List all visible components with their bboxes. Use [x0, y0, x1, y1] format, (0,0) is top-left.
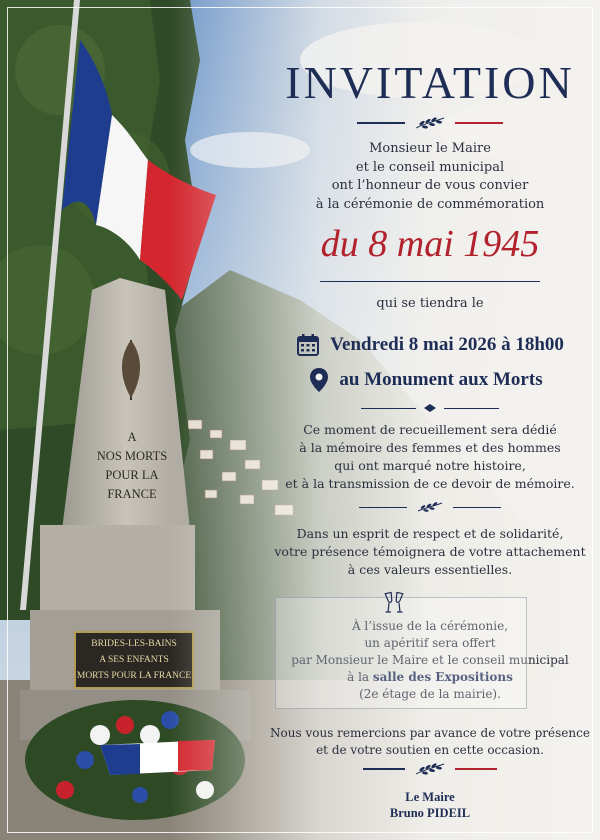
- calendar-icon: [296, 333, 320, 357]
- laurel-icon: [415, 501, 445, 513]
- intro-line: ont l’honneur de vous convier: [331, 178, 529, 193]
- plaque-line: A SES ENFANTS: [99, 655, 169, 665]
- paragraph-memory: [260, 421, 600, 493]
- signature-divider: [260, 762, 600, 776]
- inscription-line: NOS MORTS: [96, 449, 168, 463]
- map-pin-icon: [309, 367, 329, 393]
- intro-line: Monsieur le Maire: [369, 141, 491, 156]
- paragraph-line: à ces valeurs essentielles.: [347, 562, 513, 577]
- thanks-line: et de votre soutien en cette occasion.: [316, 743, 544, 757]
- event-location-row: [260, 367, 600, 393]
- paragraph-line: qui ont marqué notre histoire,: [334, 458, 526, 473]
- paragraph-line: à la mémoire des femmes et des hommes: [299, 440, 561, 455]
- invitation-text-column: [260, 0, 600, 840]
- paragraph-line: votre présence témoignera de votre attachement: [274, 544, 586, 559]
- signature-role: Le Maire: [405, 790, 455, 804]
- aperitif-line: un apéritif sera offert: [364, 636, 496, 650]
- memorial-plaque: [75, 636, 193, 684]
- invitation-title: INVITATION: [285, 57, 575, 108]
- paragraph-solidarity: [260, 525, 600, 579]
- event-location: au Monument aux Morts: [339, 369, 543, 390]
- event-datetime-row: [260, 333, 600, 357]
- signature: [260, 789, 600, 821]
- thanks-line: Nous vous remercions par avance de votre présence: [270, 726, 590, 740]
- diamond-ornament: [424, 404, 436, 412]
- location-divider: [260, 404, 600, 412]
- laurel-icon: [413, 116, 447, 130]
- inscription-line: POUR LA FRANCE: [105, 468, 159, 501]
- inscription-line: A: [127, 430, 137, 444]
- tiendra-text: qui se tiendra le: [376, 296, 484, 311]
- aperitif-line: À l’issue de la cérémonie,: [351, 619, 509, 633]
- intro-line: et le conseil municipal: [355, 159, 505, 175]
- monument-inscription: [82, 428, 182, 504]
- aperitif-venue-prefix: à la: [347, 670, 373, 684]
- mid-divider: [260, 501, 600, 513]
- paragraph-line: et à la transmission de ce devoir de mémoire.: [285, 476, 575, 491]
- paragraph-line: Dans un esprit de respect et de solidarité,: [296, 526, 564, 541]
- date-divider: [320, 281, 540, 282]
- intro-line: à la cérémonie de commémoration: [315, 196, 545, 212]
- thanks-text: [260, 725, 600, 759]
- title-divider: [260, 116, 600, 130]
- signature-name: Bruno PIDEIL: [389, 806, 471, 820]
- laurel-icon: [413, 762, 447, 776]
- aperitif-line: (2e étage de la mairie).: [359, 687, 501, 701]
- event-datetime: Vendredi 8 mai 2026 à 18h00: [330, 334, 564, 355]
- plaque-line: BRIDES-LES-BAINS: [91, 639, 177, 649]
- paragraph-line: Ce moment de recueillement sera dédié: [303, 422, 557, 437]
- commemoration-date: du 8 mai 1945: [320, 223, 540, 265]
- aperitif-line: par Monsieur le Maire et le conseil municipal: [291, 653, 569, 667]
- aperitif-venue: salle des Expositions: [372, 670, 513, 684]
- intro-text: [260, 140, 600, 214]
- plaque-line: MORTS POUR LA FRANCE: [76, 671, 192, 681]
- champagne-glasses-icon: [383, 591, 405, 615]
